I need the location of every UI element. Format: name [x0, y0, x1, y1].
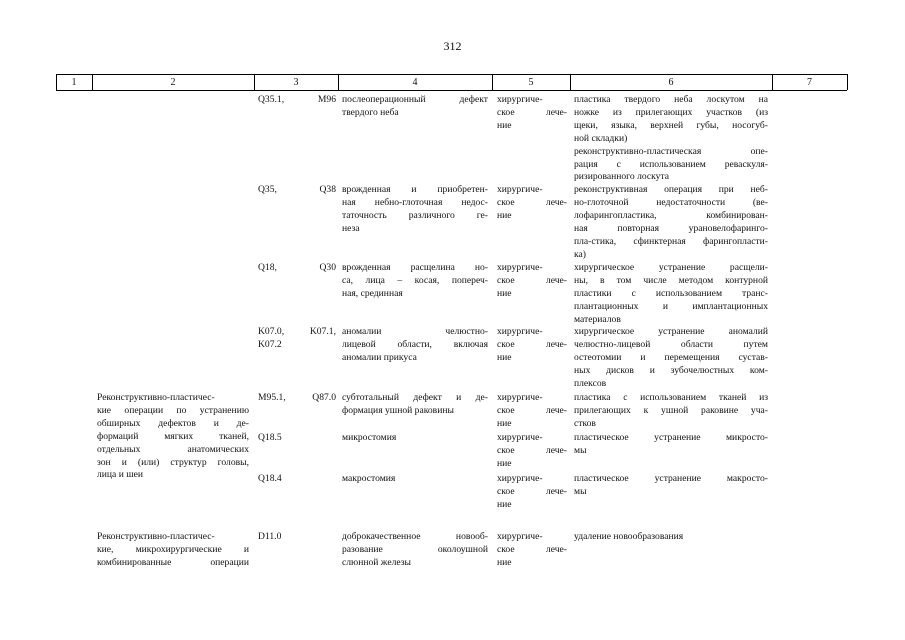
treatment-method-cell: удаление новообразования: [574, 531, 684, 542]
column-header-3: 3: [293, 77, 299, 88]
page-number: 312: [443, 39, 462, 53]
treatment-type-cell: хирургиче- ское лече- ние: [497, 94, 567, 131]
column-divider: [847, 74, 848, 90]
table-header-bottom-border: [56, 90, 847, 91]
treatment-type-cell: хирургиче- ское лече- ние: [497, 473, 567, 510]
patient-model-cell: аномалии челюстно- лицевой области, включая аномалии прикуса: [342, 326, 488, 363]
icd-code-cell: Q18.5: [258, 432, 282, 443]
treatment-method-cell: пластическое устранение макросто- мы: [574, 473, 768, 497]
treatment-method-cell: реконструктивная операция при неб- но-глоточной недостаточности (ве- лофарингопластика, комбинирован- ная повторная урановелофаринго- пла-стика, сфинктерная фарингопласти- ка): [574, 184, 768, 260]
patient-model-cell: макростомия: [342, 473, 396, 484]
treatment-method-cell: пластика с использованием тканей из прилегающих к ушной раковине уча- стков: [574, 392, 768, 429]
intervention-name-cell: Реконструктивно-пластичес- кие операции по устранению обширных дефектов и де- формаций мягких тканей, отдельных анатомических зон и (или) структур головы, лица и шеи: [97, 392, 249, 481]
treatment-method-cell: хирургическое устранение аномалий челюстно-лицевой области путем остеотомии и перемещения сустав- ных дисков и зубочелюстных ком- плексов: [574, 326, 768, 389]
intervention-name-cell: Реконструктивно-пластичес- кие, микрохирургические и комбинированные операции: [97, 531, 249, 568]
patient-model-cell: субтотальный дефект и де- формация ушной раковины: [342, 392, 488, 416]
column-header-4: 4: [412, 77, 418, 88]
icd-code-cell: Q35.1, M96: [258, 94, 336, 105]
patient-model-cell: доброкачественное новооб- разование околоушной слюнной железы: [342, 531, 488, 568]
icd-code-cell: Q35, Q38: [258, 184, 336, 195]
treatment-type-cell: хирургиче- ское лече- ние: [497, 326, 567, 363]
icd-code-cell: Q18.4: [258, 473, 282, 484]
column-header-6: 6: [668, 77, 674, 88]
icd-code-cell: M95.1, Q87.0: [258, 392, 336, 403]
treatment-method-cell: хирургическое устранение расщели- ны, в том числе методом контурной пластики с использованием транс- плантационных и имплантационных материалов: [574, 262, 768, 325]
treatment-type-cell: хирургиче- ское лече- ние: [497, 262, 567, 299]
treatment-method-cell: пластическое устранение микросто- мы: [574, 432, 768, 456]
table-top-border: [56, 74, 847, 75]
patient-model-cell: врожденная и приобретен- ная небно-глоточная недос- таточность различного ге- неза: [342, 184, 488, 234]
treatment-type-cell: хирургиче- ское лече- ние: [497, 392, 567, 429]
treatment-type-cell: хирургиче- ское лече- ние: [497, 184, 567, 221]
treatment-type-cell: хирургиче- ское лече- ние: [497, 432, 567, 469]
patient-model-cell: микростомия: [342, 432, 397, 443]
patient-model-cell: врожденная расщелина но- са, лица – косая, попереч- ная, срединная: [342, 262, 488, 299]
treatment-type-cell: хирургиче- ское лече- ние: [497, 531, 567, 568]
icd-code-cell: D11.0: [258, 531, 282, 542]
column-header-2: 2: [170, 77, 176, 88]
column-header-7: 7: [807, 77, 812, 88]
treatment-method-cell: пластика твердого неба лоскутом на ножке из прилегающих участков (из щеки, языка, верхней губы, носогуб- ной складки) реконструктивно-пластическая опе- рация с использованием реваскуля- ризированного лоскута: [574, 94, 768, 183]
patient-model-cell: послеоперационный дефект твердого неба: [342, 94, 488, 118]
column-header-5: 5: [528, 77, 534, 88]
column-header-1: 1: [71, 77, 77, 88]
icd-code-cell: Q18, Q30: [258, 262, 336, 273]
icd-code-cell: K07.0, K07.1, K07.2: [258, 326, 336, 350]
